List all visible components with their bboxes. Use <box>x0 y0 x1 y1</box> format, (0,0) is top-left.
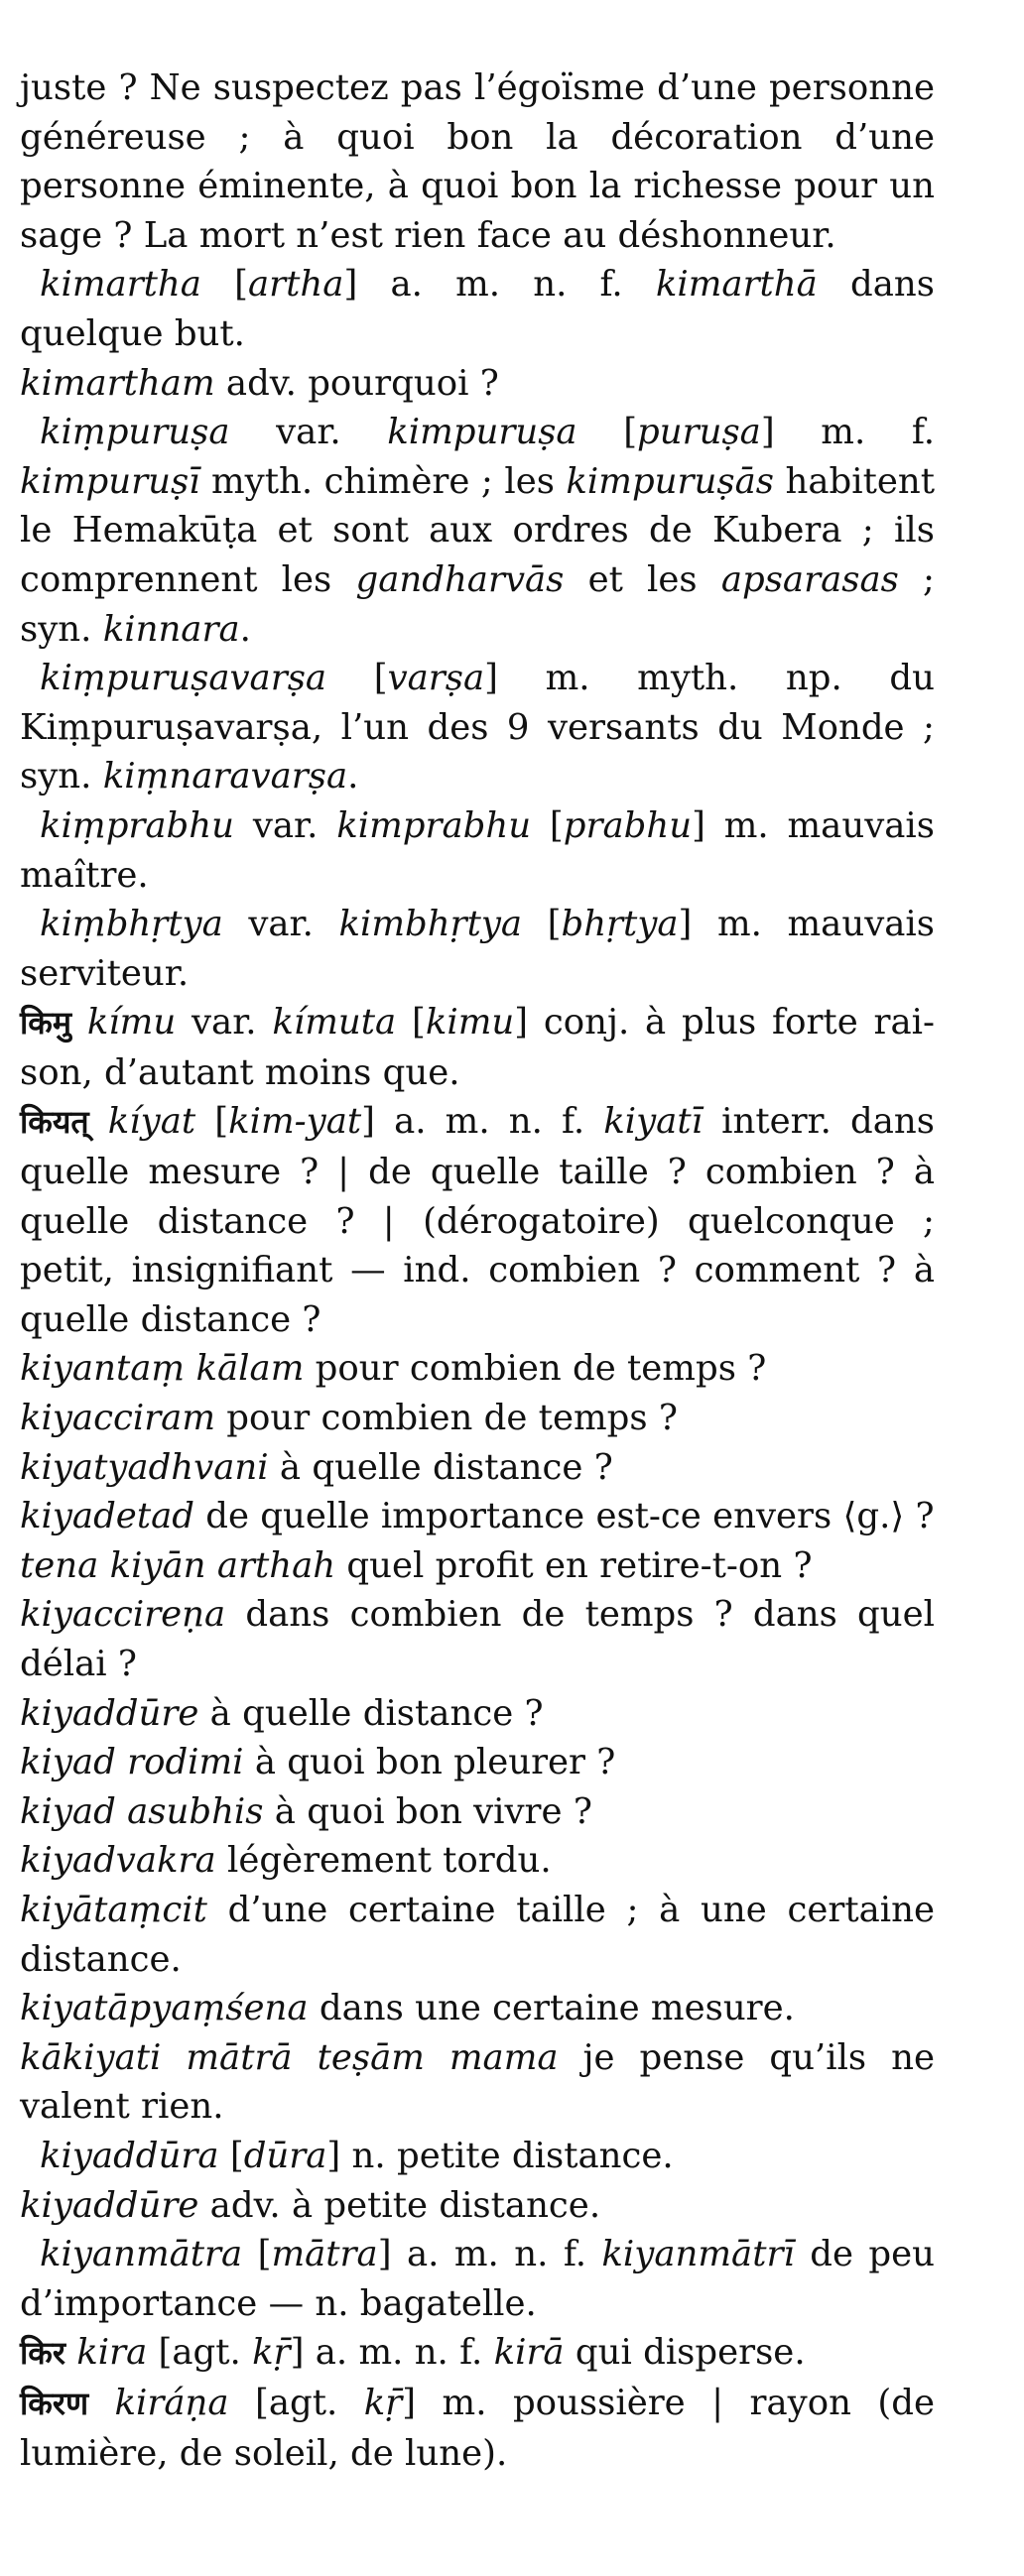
italic-term: kimpuruṣās <box>566 460 774 502</box>
sub-entry <box>20 63 935 260</box>
text-run: de peu d’importance — n. bagatelle. <box>20 2234 935 2324</box>
italic-term: kiṃprabhu <box>40 804 235 846</box>
sub-entry <box>20 1590 935 1688</box>
text-run <box>71 1002 87 1043</box>
text-run: . <box>347 756 359 797</box>
text-run: [agt. <box>228 2382 364 2423</box>
text-run: pour combien de temps ? <box>304 1348 767 1390</box>
text-run: ] a. m. n. f. <box>377 2234 602 2275</box>
italic-term: kiyad asubhis <box>20 1790 264 1832</box>
text-run: ] m. mauvais serviteur. <box>20 904 935 994</box>
text-run: adv. pourquoi ? <box>214 362 499 404</box>
italic-term: apsarasas <box>720 558 899 600</box>
italic-term: mātra <box>271 2234 378 2275</box>
dictionary-entry <box>20 998 935 1097</box>
italic-term: kiyaddūre <box>20 1692 199 1734</box>
text-run: à quelle distance ? <box>198 1692 544 1734</box>
italic-term: bhṛtya <box>561 904 679 945</box>
italic-term: kimu <box>425 1002 515 1043</box>
italic-term: kiṃpuruṣavarṣa <box>40 658 327 699</box>
dictionary-entry <box>20 2230 935 2328</box>
text-run: var. <box>176 1002 273 1043</box>
dictionary-entry <box>20 260 935 358</box>
text-run: interr. dans quelle mesure ? | de quelle taille ? combien ? à quelle distance ? | (dérogatoire) quelconque ; petit, insignifiant — ind. combien ? comment ? à quelle distance ? <box>20 1101 935 1340</box>
italic-term: kímuta <box>272 1002 397 1043</box>
text-run: var. <box>234 804 337 846</box>
italic-term: kiṃbhṛtya <box>40 904 223 945</box>
devanagari-headword: किमु <box>20 1004 72 1043</box>
text-run: ; syn. <box>20 558 935 650</box>
italic-term: kiyaddūra <box>40 2135 219 2176</box>
dictionary-entry <box>20 2132 935 2181</box>
text-run: [ <box>576 412 638 453</box>
sub-entry <box>20 1394 935 1443</box>
sub-entry <box>20 1738 935 1787</box>
text-run: [agt. <box>147 2332 253 2374</box>
italic-term: kiṃnaravarṣa <box>102 756 348 797</box>
text-run <box>88 2383 114 2423</box>
dictionary-entry <box>20 1097 935 1344</box>
text-run: à quoi bon pleurer ? <box>243 1742 616 1783</box>
text-run: ] m. mauvais maître. <box>20 804 935 896</box>
text-run: . <box>239 608 251 650</box>
text-run: ] conj. à plus forte raison, d’autant moins que. <box>20 1002 935 1093</box>
italic-term: kim-yat <box>228 1101 362 1143</box>
text-run: [ <box>396 1002 426 1043</box>
italic-term: kimartha <box>40 264 201 306</box>
text-run: adv. à petite distance. <box>198 2184 601 2226</box>
sub-entry <box>20 1344 935 1394</box>
italic-term: kinnara <box>102 608 240 650</box>
text-run: d’une certaine taille ; à une certaine distance. <box>20 1889 935 1980</box>
text-run: de quelle importance est-ce envers ⟨g.⟩ ? <box>193 1496 935 1537</box>
text-run: [ <box>531 804 564 846</box>
sub-entry <box>20 2181 935 2231</box>
text-run: quel profit en retire-t-on ? <box>335 1544 813 1586</box>
dictionary-entry <box>20 900 935 998</box>
devanagari-headword: किर <box>20 2334 65 2373</box>
sub-entry <box>20 1492 935 1541</box>
text-run: ] a. m. n. f. <box>343 264 656 306</box>
text-run: ] m. poussière | rayon (de lumière, de soleil, de lune). <box>20 2382 935 2474</box>
italic-term: varṣa <box>387 658 485 699</box>
dictionary-entry <box>20 801 935 900</box>
italic-term: kṝ <box>252 2332 291 2374</box>
italic-term: kimartham <box>20 362 215 404</box>
text-run: myth. chimère ; les <box>199 460 567 502</box>
italic-term: kimbhṛtya <box>338 904 523 945</box>
devanagari-headword: कियत् <box>20 1103 89 1142</box>
text-run: [ <box>326 658 388 699</box>
italic-term: kiyanmātra <box>40 2234 243 2275</box>
italic-term: kiráṇa <box>114 2382 229 2423</box>
italic-term: kimprabhu <box>336 804 532 846</box>
dictionary-entry <box>20 654 935 801</box>
text-run: je pense qu’ils ne valent rien. <box>20 2036 935 2128</box>
italic-term: kiyaccireṇa <box>20 1594 226 1636</box>
italic-term: kimpuruṣa <box>387 412 577 453</box>
italic-term: kiyadvakra <box>20 1840 216 1882</box>
italic-term: artha <box>248 264 344 306</box>
italic-term: kiyadetad <box>20 1496 194 1537</box>
text-run: [ <box>195 1101 229 1143</box>
italic-term: kiṃpuruṣa <box>40 412 230 453</box>
sub-entry <box>20 359 935 409</box>
dictionary-page <box>20 63 935 2478</box>
italic-term: dūra <box>243 2135 327 2176</box>
sub-entry <box>20 1787 935 1837</box>
italic-term: puruṣa <box>637 412 761 453</box>
sub-entry <box>20 1984 935 2033</box>
sub-entry <box>20 1836 935 1886</box>
text-run: ] m. f. <box>760 412 935 453</box>
text-run: à quoi bon vivre ? <box>263 1790 592 1832</box>
text-run: à quelle distance ? <box>268 1446 613 1488</box>
italic-term: kiyatāpyaṃśena <box>20 1988 309 2029</box>
text-run: habitent le Hemakūṭa et sont aux ordres de Kubera ; ils comprennent les <box>20 460 935 600</box>
italic-term: kimpuruṣī <box>20 460 200 502</box>
text-run: [ <box>200 264 248 306</box>
text-run: dans une certaine mesure. <box>308 1988 795 2029</box>
italic-term: kṝ <box>363 2382 403 2423</box>
text-run: ] a. m. n. f. <box>290 2332 494 2374</box>
text-run <box>65 2332 76 2373</box>
italic-term: gandharvās <box>355 558 565 600</box>
text-run: var. <box>222 904 339 945</box>
text-run: qui disperse. <box>564 2332 806 2374</box>
italic-term: kira <box>76 2332 148 2374</box>
text-run: ] m. myth. np. du Kiṃpuruṣavarṣa, l’un des 9 versants du Monde ; syn. <box>20 658 935 797</box>
italic-term: kíyat <box>107 1101 196 1143</box>
devanagari-headword: किरण <box>20 2384 89 2422</box>
italic-term: kiyaddūre <box>20 2184 199 2226</box>
italic-term: kiyanmātrī <box>601 2234 795 2275</box>
italic-term: kiyātaṃcit <box>20 1889 207 1930</box>
italic-term: kiyacciram <box>20 1398 216 1439</box>
sub-entry <box>20 1689 935 1739</box>
text-run: [ <box>522 904 562 945</box>
italic-term: kimarthā <box>655 264 818 306</box>
text-run: ] n. petite distance. <box>326 2135 674 2176</box>
italic-term: kiyad rodimi <box>20 1742 244 1783</box>
italic-term: kímu <box>86 1002 177 1043</box>
dictionary-entry <box>20 408 935 654</box>
text-run: dans quelque but. <box>20 264 935 354</box>
text-run: légèrement tordu. <box>215 1840 552 1882</box>
sub-entry <box>20 2033 935 2132</box>
text-run: [ <box>218 2135 244 2176</box>
italic-term: kiyatyadhvani <box>20 1446 269 1488</box>
sub-entry <box>20 1541 935 1591</box>
italic-term: kiyantaṃ kālam <box>20 1348 305 1390</box>
italic-term: kākiyati mātrā teṣām mama <box>20 2036 559 2078</box>
text-run: dans combien de temps ? dans quel délai ? <box>20 1594 935 1684</box>
italic-term: kiyatī <box>603 1101 703 1143</box>
text-run: pour combien de temps ? <box>215 1398 678 1439</box>
dictionary-entry <box>20 2379 935 2478</box>
text-run: et les <box>564 558 721 600</box>
italic-term: tena kiyān arthah <box>20 1544 336 1586</box>
text-run: [ <box>242 2234 272 2275</box>
sub-entry <box>20 1443 935 1493</box>
text-run <box>89 1101 108 1142</box>
dictionary-entry <box>20 2328 935 2379</box>
italic-term: kirā <box>493 2332 565 2374</box>
italic-term: prabhu <box>563 804 693 846</box>
text-run: ] a. m. n. f. <box>361 1101 604 1143</box>
text-run: var. <box>229 412 388 453</box>
text-run: juste ? Ne suspectez pas l’égoïsme d’une personne généreuse ; à quoi bon la décoration d’une personne éminente, à quoi bon la richesse pour un sage ? La mort n’est rien face au déshonneur. <box>20 67 935 256</box>
sub-entry <box>20 1886 935 1984</box>
